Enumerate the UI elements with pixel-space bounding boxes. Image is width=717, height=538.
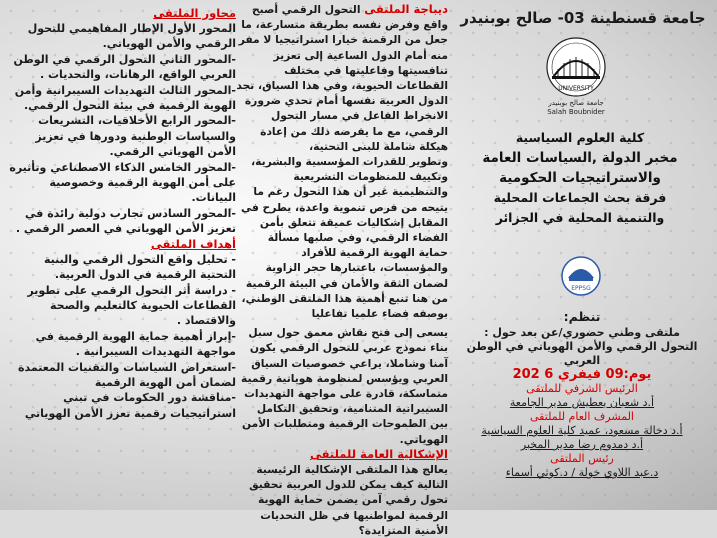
preamble-para-3: وتطوير للقدرات المؤسسية والبشرية، وتكييف للمنظومات التشريعية والتنظيمية غير أن هذا التحول رغم ما يتيحه من فرص تنموية واعدة، يطرح في المقابل إشكاليات عميقة تتعلق بأمن الفضاء الرقمي، وفي صلبها مسألة حماية الهوية الرقمية للأفراد والمؤسسات، باعتبارها حجر الزاوية [241,155,448,275]
chair-name: د.عبد اللاوي خولة / د.كوثي أسماء [505,466,659,479]
axis-item: -المحور السادس تجارب دولية رائدة في تعزيز الأمن الهوياتي في العصر الرقمي . [15,206,236,236]
preamble-heading: ديباجة الملتقى [364,2,448,16]
problem-heading: الإشكالية العامة للملتقى [310,446,448,461]
axis-item: -المحور الخامس الذكاء الاصطناعي وتأثيره على أمن الهوية الرقمية وخصوصية البيانات. [9,160,236,205]
organization-block [454,310,710,480]
preamble-para-2: الدول العربية نفسها أمام تحدي ضرورة الانخراط الفاعل في مسار التحول الرقمي، مع ما يفرضه ذلك من إعادة هيكلة شاملة للبنى التحتية، [244,94,448,153]
preamble-para-4: لضمان الثقة والأمان في البيئة الرقمية من هنا تنبع أهمية هذا الملتقى الوطني، بوصفه فضاء علميا تفاعليا [241,276,448,321]
university-logo-icon [528,36,624,98]
general-name-2: أ.د دمدوم رضا مدير المخبر [520,438,644,451]
axes-goals-column [6,6,236,421]
honorary-label: الرئيس الشرفي للملتقى [526,382,638,395]
university-logo [518,36,634,116]
org-title: تنظم: [563,309,601,324]
lab-name-line1: مخبر الدولة ,السياسات العامة [482,150,678,166]
goal-item: -مناقشة دور الحكومات في تبني استراتيجيات رقمية تعزز الأمن الهوياتي [24,391,236,420]
event-type: ملتقى وطني حضوري/عن بعد حول : [484,326,680,339]
goal-item: -إبراز أهمية حماية الهوية الرقمية في مواجهة التهديدات السيبرانية . [35,329,236,359]
goal-item: - دراسة أثر التحول الرقمي على تطوير القطاعات الحيوية كالتعليم والصحة والاقتصاد . [27,283,236,328]
goal-item: -استعراض السياسات والتقنيات المعتمدة لضمان أمن الهوية الرقمية [18,360,236,389]
eppsg-logo [554,254,608,298]
general-name-1: أ.د دخالة مسعود، عميد كلية العلوم السياسية [481,424,683,437]
lab-name-line2: والاستراتيجيات الحكومية [499,170,661,186]
chair-label: رئيس الملتقى [550,452,614,465]
svg-text:UNIVERSITY: UNIVERSITY [558,85,594,92]
event-date: يوم:09 فيفري 6 202 [512,367,652,382]
eppsg-logo-icon [554,254,608,298]
team-name-line2: والتنمية المحلية في الجزائر [495,210,665,225]
faculty-name: كلية العلوم السياسية [515,130,645,145]
axis-item: -المحور الرابع الأخلاقيات، التشريعات والسياسات الوطنية ودورها في تعزيز الأمن الهوياتي الرقمي. [35,114,236,159]
team-name-line1: فرقة بحث الجماعات المحلية [493,190,667,205]
faculty-block [454,128,706,228]
honorary-name: أ.د شعبان بعطيش مدير الجامعة [509,396,655,409]
eppsg-label: EPPSG [571,285,591,292]
goals-heading: أهداف الملتقى [150,236,236,251]
logo-latin-caption: Salah Boubnider [547,108,605,116]
preamble-column [236,2,448,538]
axis-item: -المحور الثالث التهديدات السيبرانية وأمن الهوية الرقمية في بيئة التحول الرقمي. [14,83,236,113]
axis-item: -المحور الثاني التحول الرقمي في الوطن العربي الواقع، الرهانات، والتحديات . [13,52,236,82]
event-title: التحول الرقمي والأمن الهوياتي في الوطن العربي [466,340,698,367]
goal-item: - تحليل واقع التحول الرقمي والبنية التحتية الرقمية في الدول العربية. [44,252,236,282]
axis-item: المحور الأول الإطار المفاهيمي للتحول الرقمي والأمن الهوياتي. [27,22,236,51]
preamble-text-1: التحول الرقمي أصبح واقع وفرض نفسه بطريقة متسارعة، ما جعل من الرقمنة خيارا استراتيجيا لا مفر منه أمام الدول الساعية إلى تعزيز تنافسيتها وفاعليتها في مختلف القطاعات الحيوية، وفي هذا السياق، تجد [236,3,448,93]
axes-heading: محاور الملتقى [153,6,236,20]
header-column [454,0,712,28]
general-label: المشرف العام للملتقى [530,410,634,423]
preamble-para-5: يسعى إلى فتح نقاش معمق حول سبل بناء نموذج عربي للتحول الرقمي يكون آمنا وشاملا، يراعي خصوصيات السياق العربي ويؤسس لمنظومة هوياتية رقمية متماسكة، قادرة على مواجهة التهديدات السيبرانية المتنامية، وتحقيق التكامل بين الطموحات الرقمية ومتطلبات الأمن الهوياتي. [241,326,448,446]
logo-arabic-caption: جامعة صالح بوبنيدر [548,99,604,107]
university-title: جامعة قسنطينة 03- صالح بوبنيدر [460,9,706,27]
problem-text: يعالج هذا الملتقى الإشكالية الرئيسية التالية كيف يمكن للدول العربية تحقيق تحول رقمي آمن يضمن حماية الهوية الرقمية لمواطنيها في ظل التحديات الأمنية المتزايدة؟ [249,462,448,537]
preamble-para-1 [236,2,448,93]
